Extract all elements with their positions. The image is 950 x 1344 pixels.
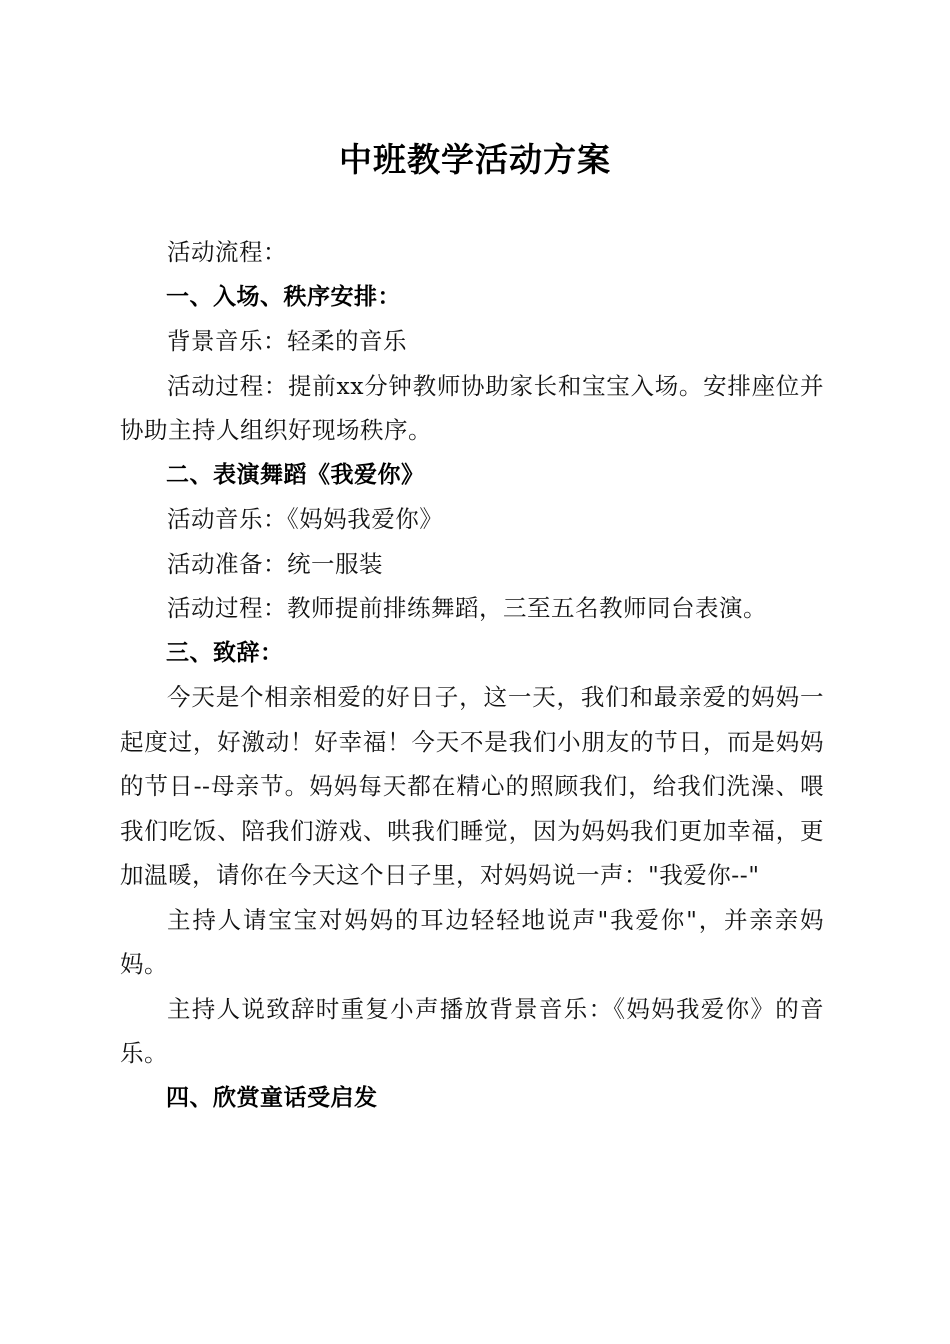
paragraph-host-instruction: 主持人请宝宝对妈妈的耳边轻轻地说声"我爱你"，并亲亲妈妈。 — [120, 905, 824, 978]
document-body — [120, 230, 824, 1120]
section-heading-speech: 三、致辞： — [166, 639, 284, 666]
paragraph-entrance-process: 活动过程：提前xx分钟教师协助家长和宝宝入场。安排座位并协助主持人组织好现场秩序。 — [120, 371, 824, 444]
paragraph-dance-music: 活动音乐：《妈妈我爱你》 — [167, 505, 444, 533]
paragraph-flow-label: 活动流程： — [167, 238, 287, 266]
paragraph-speech-music: 主持人说致辞时重复小声播放背景音乐：《妈妈我爱你》的音乐。 — [120, 994, 824, 1067]
paragraph-background-music: 背景音乐：轻柔的音乐 — [167, 327, 407, 355]
section-heading-dance: 二、表演舞蹈《我爱你》 — [166, 461, 425, 488]
paragraph-dance-process: 活动过程：教师提前排练舞蹈，三至五名教师同台表演。 — [167, 594, 767, 622]
document-title: 中班教学活动方案 — [339, 140, 611, 179]
paragraph-dance-preparation: 活动准备：统一服装 — [167, 549, 383, 578]
section-heading-entrance: 一、入场、秩序安排： — [166, 283, 401, 310]
section-heading-fairy-tale: 四、欣赏童话受启发 — [166, 1084, 378, 1111]
paragraph-speech-content: 今天是个相亲相爱的好日子，这一天，我们和最亲爱的妈妈一起度过，好激动！好幸福！今天不是我们小朋友的节日，而是妈妈的节日--母亲节。妈妈每天都在精心的照顾我们，给我们洗澡、喂我们吃饭、陪我们游戏、哄我们睡觉，因为妈妈我们更加幸福，更加温暖，请你在今天这个日子里，对妈妈说一声："我爱你--" — [120, 683, 824, 889]
